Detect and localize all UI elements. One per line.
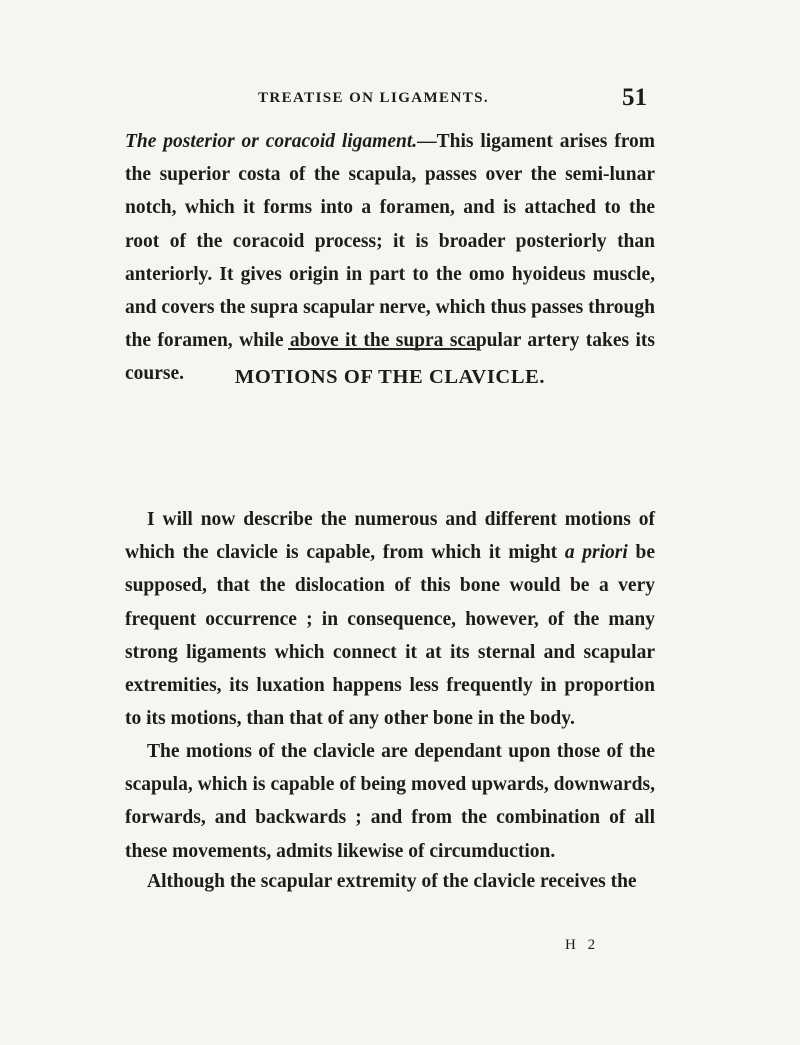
section-title: MOTIONS OF THE CLAVICLE. bbox=[234, 366, 546, 388]
paragraph-body: —This ligament arises from the superior costa of the scapula, passes over the semi-lunar notch, which it forms into a foramen, and is attached to the root of the coracoid process; it is broader posteriorly than anteriorly. It gives origin in part to the omo hyoideus muscle, and covers the supra scapular nerve, which thus passes through the foramen, while above it the supra scapular artery takes its course. bbox=[125, 131, 655, 385]
running-title: TREATISE ON LIGAMENTS. bbox=[258, 90, 489, 106]
page-number: 51 bbox=[622, 84, 647, 111]
italic-phrase: a priori bbox=[564, 542, 628, 564]
paragraph-lead-in: The posterior or coracoid ligament. bbox=[125, 131, 418, 152]
signature-mark: H 2 bbox=[565, 937, 600, 953]
section-divider bbox=[288, 348, 476, 350]
paragraph-scapular-extremity: Although the scapular extremity of the clavicle receives the bbox=[147, 871, 637, 892]
paragraph-text: be supposed, that the dislocation of this bone would be a very frequent occurrence ; in consequence, however, of the many strong ligaments which connect it at its sternal and scapular extremities, its luxation happens less frequently in proportion to its motions, than that of any other bone in the body. bbox=[125, 542, 656, 730]
running-head bbox=[0, 84, 800, 114]
paragraph-scapula-motions: The motions of the clavicle are dependant upon those of the scapula, which is capable of being moved upwards, downwards, forwards, and backwards ; and from the combination of all these movements, admits likewise of circumduction. bbox=[125, 741, 655, 862]
paragraph-coracoid-ligament bbox=[125, 125, 655, 391]
paragraph-text: I will now describe the numerous and different motions of which the clavicle is capable, from which it might bbox=[125, 509, 655, 564]
paragraph-motions-intro bbox=[125, 503, 655, 735]
